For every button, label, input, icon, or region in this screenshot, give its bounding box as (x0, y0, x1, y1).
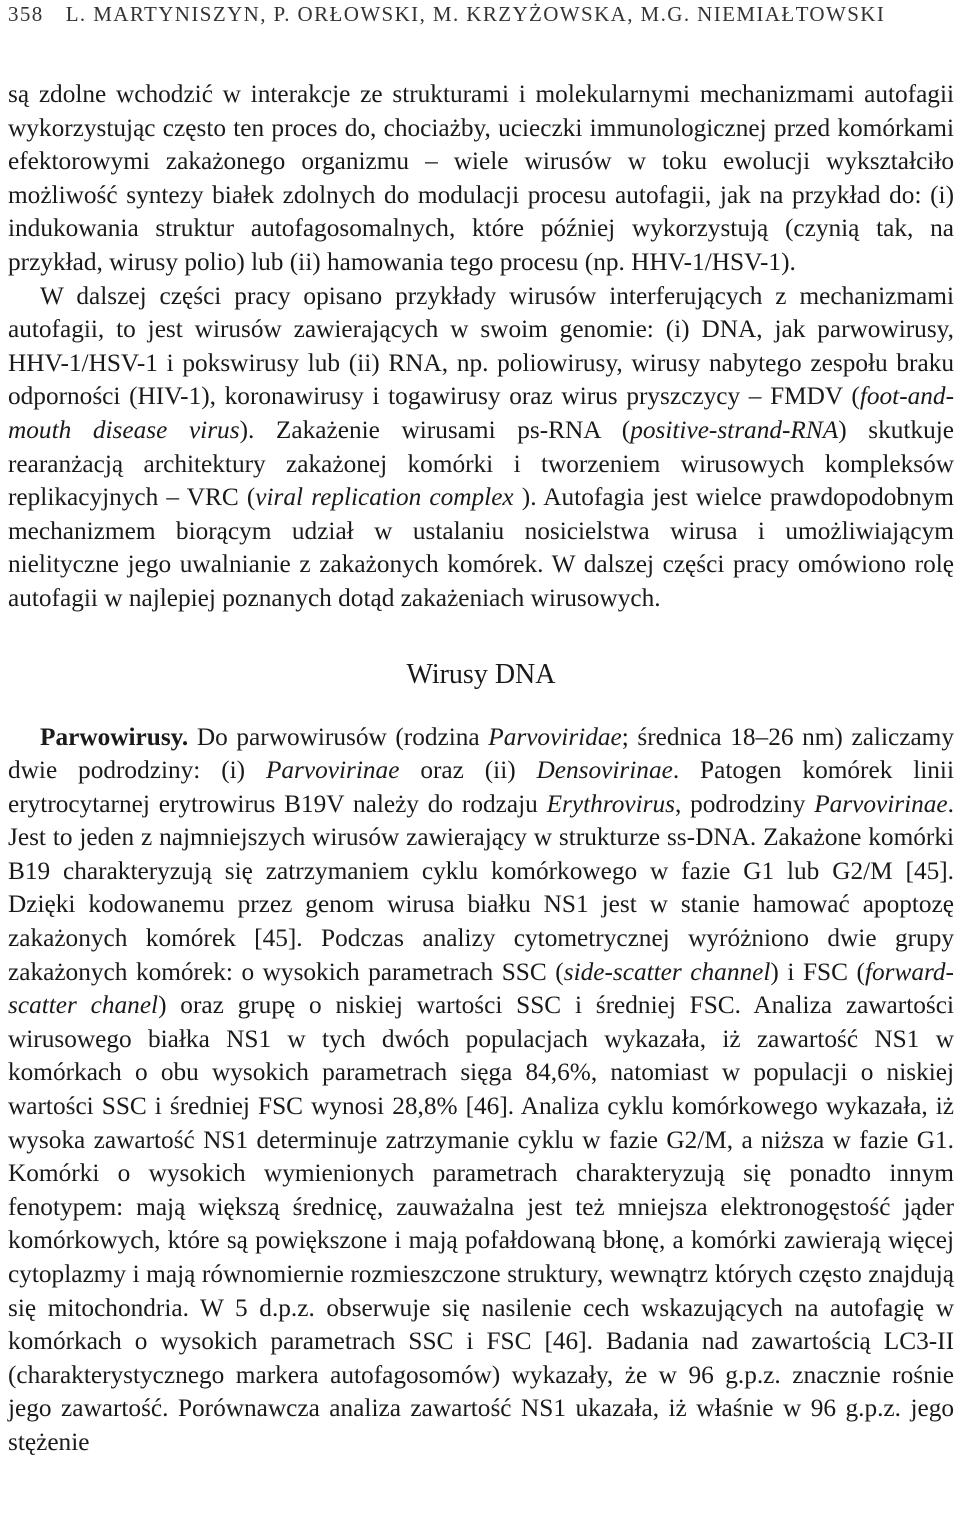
paragraph-text: ). Autofagia jest wielce prawdopodobnym mechanizmem biorącym udział w ustalaniu nosicielstwa wirusa i umożliwiającym nielityczne jego uwalnianie z zakażonych komórek. W dalszej części pracy omówiono rolę autofagii w najlepiej poznanych dotąd zakażeniach wirusowych. (8, 483, 954, 612)
italic-term: Densovirinae (536, 756, 673, 785)
paragraph-parvovirus (8, 721, 954, 1460)
paragraph-overview (8, 280, 954, 616)
section-heading: Wirusy DNA (406, 658, 556, 690)
paragraph-text: W dalszej części pracy opisano przykłady wirusów interferujących z mechanizmami autofagii, to jest wirusów zawierających w swoim genomie: (i) DNA, jak parwowirusy, HHV-1/HSV-1 i pokswirusy lub (ii) RNA, np. poliowirusy, wirusy nabytego zespołu braku odporności (HIV-1), koronawirusy i togawirusy oraz wirus pryszczycy – FMDV ( (8, 281, 954, 411)
paragraph-text: ) i FSC ( (770, 957, 865, 986)
paragraph-text: ). Zakażenie wirusami ps-RNA ( (239, 415, 631, 444)
paragraph-text: są zdolne wchodzić w interakcje ze strukturami i molekularnymi mechanizmami autofagii wykorzystując często ten proces do, chociażby, ucieczki immunologicznej przed komórkami efektorowymi zakażonego organizmu – wiele wirusów w toku ewolucji wykształciło możliwość syntezy białek zdolnych do modulacji procesu autofagii, jak na przykład do: (i) indukowania struktur autofagosomalnych, które później wykorzystują (czynią tak, na przykład, wirusy polio) lub (ii) hamowania tego procesu (np. HHV-1/HSV-1). (8, 80, 954, 276)
italic-term: Parvoviridae (488, 722, 622, 751)
header-authors: L. MARTYNISZYN, P. ORŁOWSKI, M. KRZYŻOWSKA, M.G. NIEMIAŁTOWSKI (65, 2, 886, 26)
italic-term: foot-and-mouth disease virus (8, 382, 954, 444)
paragraph-text: . Patogen komórek linii erytrocytarnej erytrowirus B19V należy do rodzaju (8, 756, 954, 818)
lead-term: Parwowirusy. (40, 722, 189, 751)
italic-term: Parvovirinae (265, 756, 400, 785)
paragraph-text: oraz (ii) (399, 756, 537, 785)
italic-term: Parvovirinae (814, 789, 948, 818)
page-number: 358 (8, 2, 44, 26)
italic-term: viral replication complex (255, 483, 514, 512)
italic-term: positive-strand-RNA (630, 415, 839, 444)
paragraph-text: ) skutkuje rearanżacją architektury zakażonej komórki i tworzeniem wirusowych kompleksów replikacyjnych – VRC ( (8, 415, 954, 512)
paragraph-text: , podrodziny (674, 789, 815, 818)
paragraph-text: ) oraz grupę o niskiej wartości SSC i średniej FSC. Analiza zawartości wirusowego białka NS1 w tych dwóch populacjach wykazała, iż zawartość NS1 w komórkach o obu wysokich parametrach sięga 84,6%, natomiast w populacji o niskiej wartości SSC i średniej FSC wynosi 28,8% [46]. Analiza cyklu komórkowego wykazała, iż wysoka zawartość NS1 determinuje zatrzymanie cyklu w fazie G2/M, a niższa w fazie G1. Komórki o wysokich wymienionych parametrach charakteryzują się ponadto innym fenotypem: mają większą średnicę, zauważalna jest też mniejsza elektronogęstość jąder komórkowych, które są powiększone i mają pofałdowaną błonę, a komórki zawierają więcej cytoplazmy i mają równomiernie rozmieszczone struktury, wewnątrz których często znajdują się mitochondria. W 5 d.p.z. obserwuje się nasilenie cech wskazujących na autofagię w komórkach o wysokich parametrach SSC i FSC [46]. Badania nad zawartością LC3-II (charakterystycznego markera autofagosomów) wykazały, że w 96 g.p.z. znacznie rośnie jego zawartość. Porównawcza analiza zawartość NS1 ukazała, iż właśnie w 96 g.p.z. jego stężenie (8, 991, 954, 1456)
italic-term: Erythrovirus (546, 789, 675, 818)
paragraph-text: ; średnica 18–26 nm) zaliczamy dwie podrodziny: (i) (8, 722, 954, 785)
running-header (8, 2, 885, 27)
article-body (8, 78, 954, 1460)
italic-term: side-scatter channel (563, 957, 771, 986)
paragraph-text: Do parwowirusów (rodzina (188, 722, 489, 751)
paragraph-text: . Jest to jeden z najmniejszych wirusów zawierający w strukturze ss-DNA. Zakażone komórki B19 charakteryzują się zatrzymaniem cyklu komórkowego w fazie G1 lub G2/M [45]. Dzięki kodowanemu przez genom wirusa białku NS1 jest w stanie hamować apoptozę zakażonych komórek [45]. Podczas analizy cytometrycznej wyróżniono dwie grupy zakażonych komórek: o wysokich parametrach SSC ( (8, 789, 954, 986)
paragraph-continued (8, 78, 954, 280)
italic-term: forward-scatter chanel (8, 957, 954, 1020)
